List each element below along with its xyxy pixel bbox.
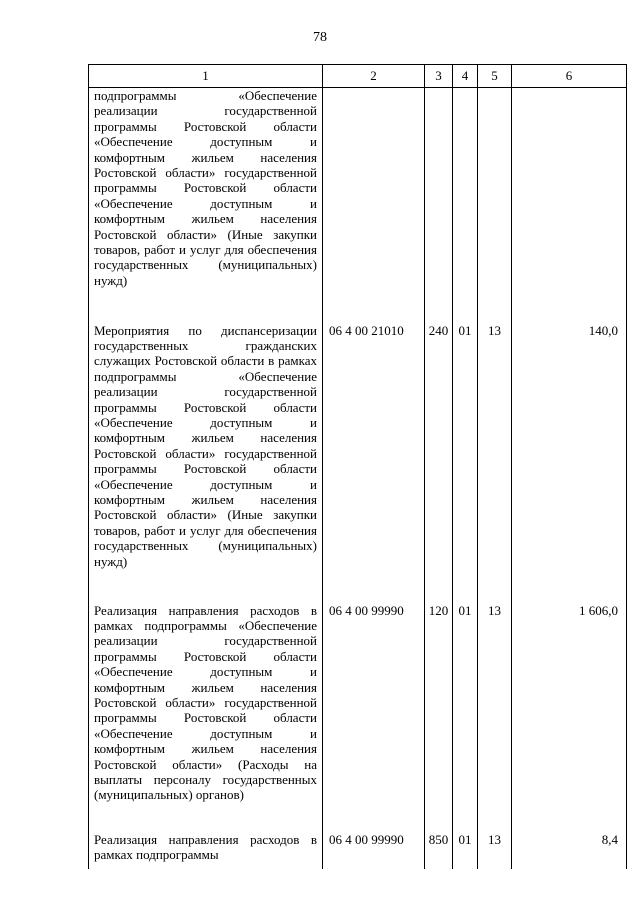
table-row	[89, 829, 627, 869]
row-amount	[512, 88, 627, 320]
row-subsection: 13	[478, 829, 512, 869]
row-target-code: 06 4 00 99990	[323, 829, 425, 869]
row-subsection	[478, 88, 512, 320]
column-header-1: 1	[89, 65, 323, 88]
row-target-code: 06 4 00 99990	[323, 600, 425, 829]
row-amount: 8,4	[512, 829, 627, 869]
row-section	[453, 88, 478, 320]
row-section: 01	[453, 600, 478, 829]
row-amount: 140,0	[512, 320, 627, 600]
row-section: 01	[453, 829, 478, 869]
row-expense-type: 240	[425, 320, 453, 600]
row-subsection: 13	[478, 600, 512, 829]
table-row	[89, 600, 627, 829]
row-amount: 1 606,0	[512, 600, 627, 829]
row-subsection: 13	[478, 320, 512, 600]
row-expense-type: 120	[425, 600, 453, 829]
row-description: подпрограммы «Обеспечение реализации государственной программы Ростовской области «Обеспечение доступным и комфортным жильем населения Ростовской области» государственной программы Ростовской области «Обеспечение доступным и комфортным жильем населения Ростовской области» (Иные закупки товаров, работ и услуг для обеспечения государственных (муниципальных) нужд)	[89, 88, 323, 320]
row-target-code: 06 4 00 21010	[323, 320, 425, 600]
table-row	[89, 88, 627, 320]
page-number: 78	[313, 30, 327, 45]
column-header-2: 2	[323, 65, 425, 88]
budget-table	[88, 64, 627, 869]
row-section: 01	[453, 320, 478, 600]
table-row	[89, 320, 627, 600]
row-description: Реализация направления расходов в рамках подпрограммы «Обеспечение реализации государственной программы Ростовской области «Обеспечение доступным и комфортным жильем населения Ростовской области» государственной программы Ростовской области «Обеспечение доступным и комфортным жильем населения Ростовской области» (Расходы на выплаты персоналу государственных (муниципальных) органов)	[89, 600, 323, 829]
table-header-row	[89, 65, 627, 88]
column-header-5: 5	[478, 65, 512, 88]
column-header-4: 4	[453, 65, 478, 88]
column-header-3: 3	[425, 65, 453, 88]
row-expense-type	[425, 88, 453, 320]
row-target-code	[323, 88, 425, 320]
row-description: Мероприятия по диспансеризации государственных гражданских служащих Ростовской области в рамках подпрограммы «Обеспечение реализации государственной программы Ростовской области «Обеспечение доступным и комфортным жильем населения Ростовской области» государственной программы Ростовской области «Обеспечение доступным и комфортным жильем населения Ростовской области» (Иные закупки товаров, работ и услуг для обеспечения государственных (муниципальных) нужд)	[89, 320, 323, 600]
column-header-6: 6	[512, 65, 627, 88]
row-expense-type: 850	[425, 829, 453, 869]
row-description: Реализация направления расходов в рамках подпрограммы	[89, 829, 323, 869]
